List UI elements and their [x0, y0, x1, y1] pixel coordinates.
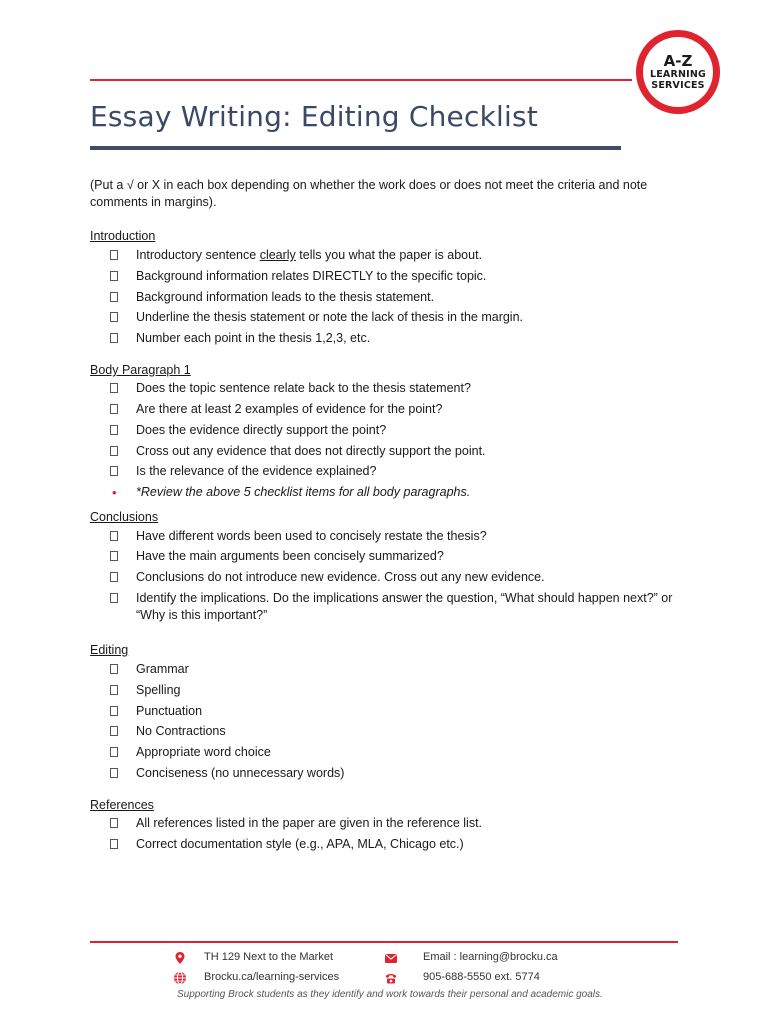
checkbox[interactable] — [110, 271, 118, 281]
checkbox[interactable] — [110, 551, 118, 561]
checkbox[interactable] — [110, 425, 118, 435]
footer-email-link[interactable]: Email : learning@brocku.ca — [423, 951, 558, 963]
review-note-text: *Review the above 5 checklist items for all body paragraphs. — [136, 485, 471, 499]
title-underline — [90, 146, 621, 150]
footer-phone: 905-688-5550 ext. 5774 — [423, 971, 540, 983]
checklist-item-text: Are there at least 2 examples of evidence for the point? — [136, 402, 443, 416]
checklist-item-text: Cross out any evidence that does not directly support the point. — [136, 444, 486, 458]
footer-tagline: Supporting Brock students as they identify and work towards their personal and academic goals. — [177, 989, 603, 1000]
logo-line-2: LEARNING — [649, 69, 707, 80]
checklist-item-text: Is the relevance of the evidence explained? — [136, 464, 377, 478]
checkbox[interactable] — [110, 685, 118, 695]
header-divider — [90, 79, 632, 81]
checklist-item-text: Does the evidence directly support the point? — [136, 423, 387, 437]
section-heading-conclusions: Conclusions — [90, 510, 159, 524]
instructions-text: (Put a √ or X in each box depending on whether the work does or does not meet the criteria and note comments in margins). — [90, 178, 648, 209]
logo-line-1: A-Z — [663, 52, 693, 70]
globe-icon — [173, 971, 187, 985]
checkbox[interactable] — [110, 726, 118, 736]
checklist-item-text: Conclusions do not introduce new evidence. Cross out any new evidence. — [136, 570, 545, 584]
checklist-item-text: Does the topic sentence relate back to the thesis statement? — [136, 381, 471, 395]
checkbox[interactable] — [110, 312, 118, 322]
checkbox[interactable] — [110, 593, 118, 603]
checkbox[interactable] — [110, 466, 118, 476]
email-icon — [384, 951, 398, 965]
checkbox[interactable] — [110, 292, 118, 302]
checkbox[interactable] — [110, 706, 118, 716]
checklist-item-text: Conciseness (no unnecessary words) — [136, 766, 345, 780]
checklist-item-text: No Contractions — [136, 724, 226, 738]
checklist-item-text: Underline the thesis statement or note the lack of thesis in the margin. — [136, 310, 524, 324]
checklist-item-text: Punctuation — [136, 704, 203, 718]
section-heading-editing: Editing — [90, 643, 129, 657]
location-pin-icon — [173, 951, 187, 965]
checkbox[interactable] — [110, 818, 118, 828]
checkbox[interactable] — [110, 664, 118, 674]
checkbox[interactable] — [110, 747, 118, 757]
az-learning-services-logo — [636, 30, 720, 114]
bullet-icon: • — [112, 485, 117, 500]
section-heading-body-paragraph: Body Paragraph 1 — [90, 363, 191, 377]
footer-location: TH 129 Next to the Market — [204, 951, 333, 963]
checkbox[interactable] — [110, 446, 118, 456]
checklist-item-text: Grammar — [136, 662, 189, 676]
checkbox[interactable] — [110, 333, 118, 343]
section-heading-references: References — [90, 798, 154, 812]
logo-line-3: SERVICES — [651, 80, 705, 91]
checkbox[interactable] — [110, 531, 118, 541]
checklist-item-text: Identify the implications. Do the implications answer the question, “What should happen next?” or “Why is this important?” — [136, 591, 673, 622]
checklist-item-text: Number each point in the thesis 1,2,3, etc. — [136, 331, 371, 345]
checklist-item-text: Appropriate word choice — [136, 745, 271, 759]
checkbox[interactable] — [110, 839, 118, 849]
checklist-item-text: Have different words been used to concisely restate the thesis? — [136, 529, 487, 543]
checkbox[interactable] — [110, 404, 118, 414]
phone-icon — [384, 971, 398, 985]
checklist-item-text: Background information leads to the thesis statement. — [136, 290, 435, 304]
checklist-item-text: Correct documentation style (e.g., APA, MLA, Chicago etc.) — [136, 837, 464, 851]
checkbox[interactable] — [110, 250, 118, 260]
checklist-item-text: Spelling — [136, 683, 181, 697]
checkbox[interactable] — [110, 572, 118, 582]
checklist-item-text: Have the main arguments been concisely summarized? — [136, 549, 444, 563]
checklist-item-text: Introductory sentence clearly tells you what the paper is about. — [136, 248, 483, 262]
checkbox[interactable] — [110, 768, 118, 778]
checkbox[interactable] — [110, 383, 118, 393]
footer-website-link[interactable]: Brocku.ca/learning-services — [204, 971, 340, 983]
section-heading-introduction: Introduction — [90, 229, 156, 243]
page-title: Essay Writing: Editing Checklist — [90, 100, 538, 133]
checklist-item-text: All references listed in the paper are given in the reference list. — [136, 816, 483, 830]
footer-divider — [90, 941, 678, 943]
checklist-item-text: Background information relates DIRECTLY to the specific topic. — [136, 269, 487, 283]
underlined-word: clearly — [259, 248, 296, 262]
